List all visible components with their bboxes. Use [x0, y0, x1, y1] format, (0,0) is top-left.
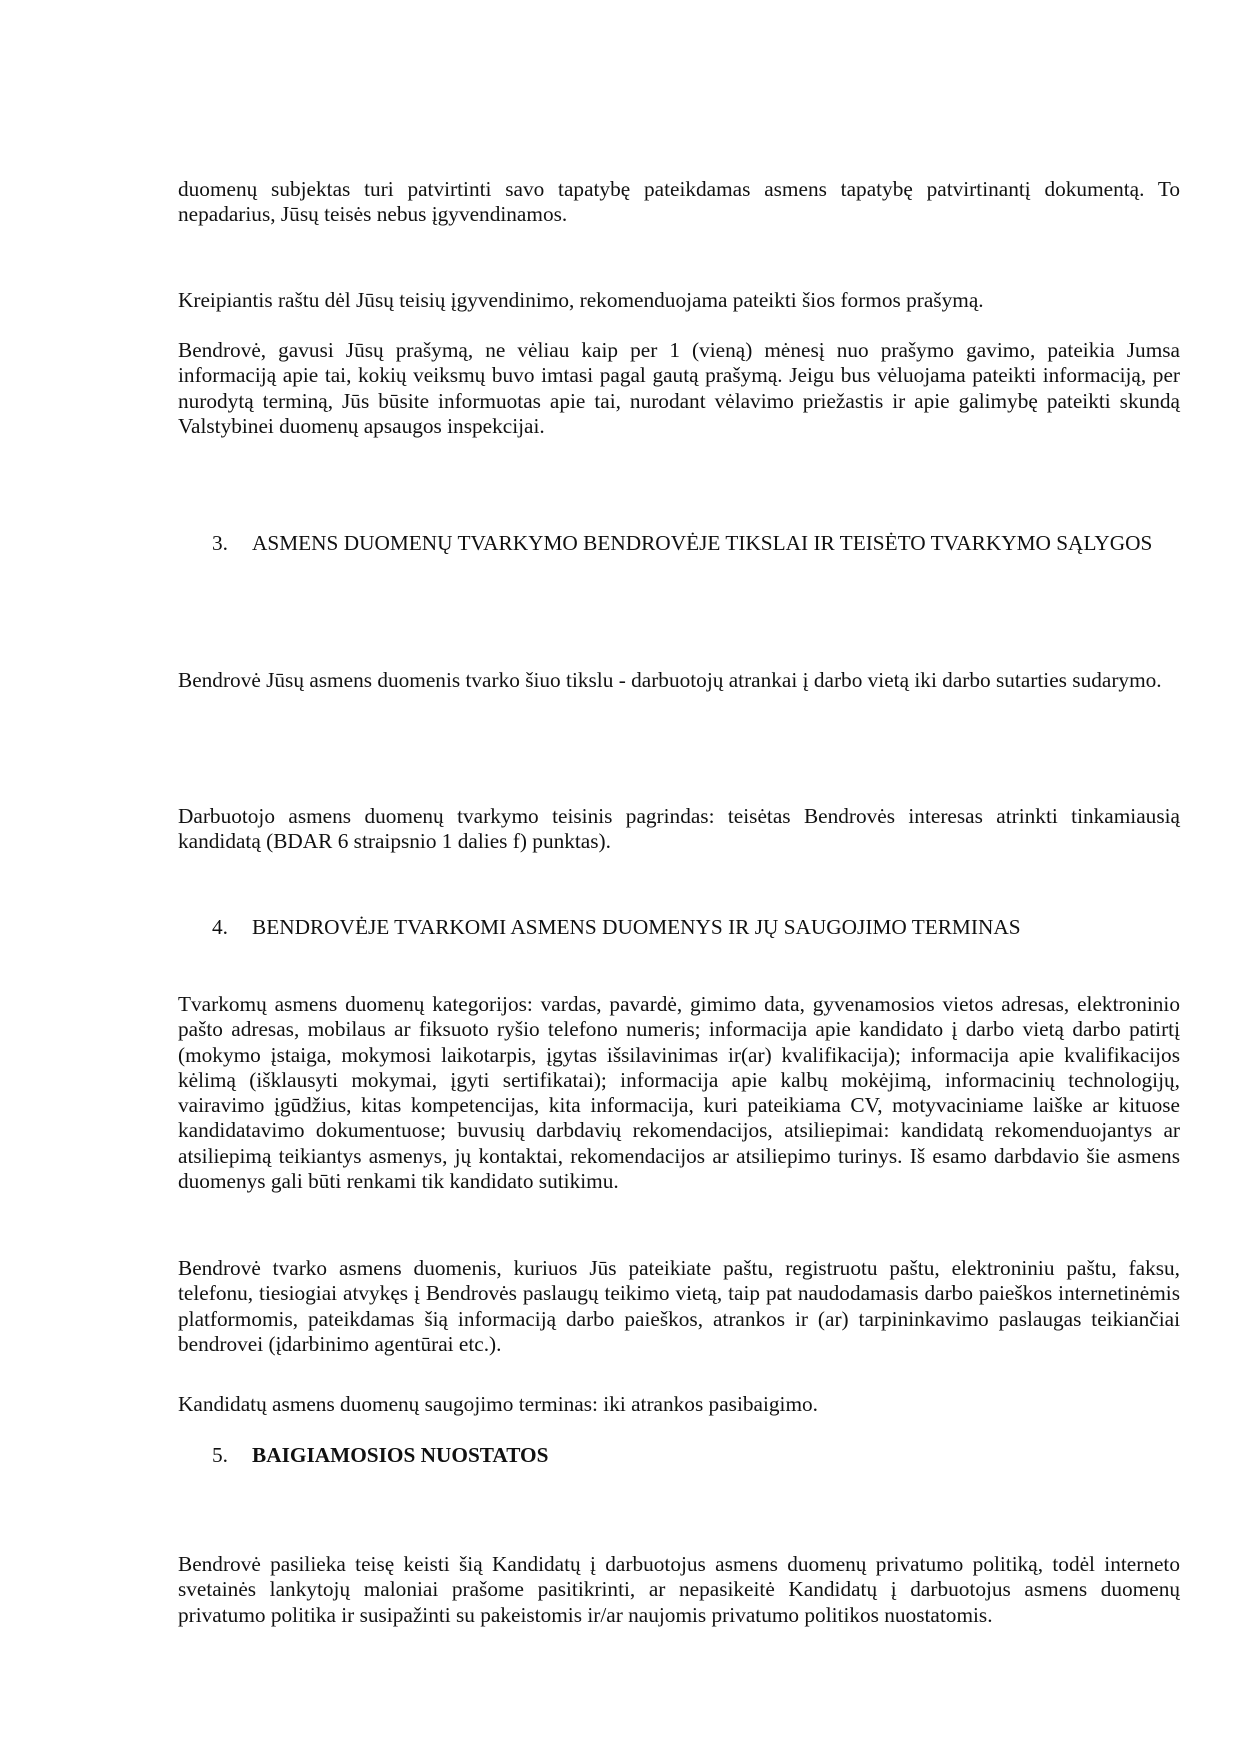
paragraph-data-categories: Tvarkomų asmens duomenų kategorijos: vardas, pavardė, gimimo data, gyvenamosios vietos adresas, elektroninio pašto adresas, mobilaus ar fiksuoto ryšio telefono numeris; informacija apie kandidato į darbo vietą darbo patirtį (mokymo įstaiga, mokymosi laikotarpis, įgytas išsilavinimas ir(ar) kvalifikacija); informacija apie kvalifikacijos kėlimą (išklausyti mokymai, įgyti sertifikatai); informacija apie kalbų mokėjimą, informacinių technologijų, vairavimo įgūdžius, kitas kompetencijas, kita informacija, kuri pateikiama CV, motyvaciniame laiške ar kituose kandidatavimo dokumentuose; buvusių darbdavių rekomendacijos, atsiliepimai: kandidatą rekomenduojantys ar atsiliepimą teikiantys asmenys, jų kontaktai, rekomendacijos ar atsiliepimo turinys. Iš esamo darbdavio šie asmens duomenys gali būti renkami tik kandidato sutikimu.: [178, 992, 1180, 1194]
paragraph-identity-verification: duomenų subjektas turi patvirtinti savo tapatybę pateikdamas asmens tapatybę patvirtinantį dokumentą. To nepadarius, Jūsų teisės nebus įgyvendinamos.: [178, 177, 1180, 227]
section-heading-5: [212, 1443, 1180, 1468]
paragraph-policy-changes: Bendrovė pasilieka teisę keisti šią Kandidatų į darbuotojus asmens duomenų privatumo politiką, todėl interneto svetainės lankytojų maloniai prašome pasitikrinti, ar nepasikeitė Kandidatų į darbuotojus asmens duomenų privatumo politika ir susipažinti su pakeistomis ir/ar naujomis privatumo politikos nuostatomis.: [178, 1552, 1180, 1627]
section-heading-3: [212, 531, 1180, 556]
section-title: ASMENS DUOMENŲ TVARKYMO BENDROVĖJE TIKSLAI IR TEISĖTO TVARKYMO SĄLYGOS: [252, 531, 1153, 555]
section-number: 5.: [212, 1443, 228, 1467]
paragraph-processing-purpose: Bendrovė Jūsų asmens duomenis tvarko šiuo tikslu - darbuotojų atrankai į darbo vietą iki darbo sutarties sudarymo.: [178, 668, 1162, 692]
paragraph-data-sources: Bendrovė tvarko asmens duomenis, kuriuos Jūs pateikiate paštu, registruotu paštu, elektroniniu paštu, faksu, telefonu, tiesiogiai atvykęs į Bendrovės paslaugų teikimo vietą, taip pat naudodamasis darbo paieškos internetinėmis platformomis, pateikdamas šią informaciją darbo paieškos, atrankos ir (ar) tarpininkavimo paslaugas teikiančiai bendrovei (įdarbinimo agentūrai etc.).: [178, 1256, 1180, 1356]
paragraph-written-request: Kreipiantis raštu dėl Jūsų teisių įgyvendinimo, rekomenduojama pateikti šios formos prašymą.: [178, 288, 984, 312]
section-number: 4.: [212, 915, 228, 939]
section-title: BENDROVĖJE TVARKOMI ASMENS DUOMENYS IR JŲ SAUGOJIMO TERMINAS: [252, 915, 1021, 939]
section-title: BAIGIAMOSIOS NUOSTATOS: [252, 1443, 549, 1467]
section-heading-4: [212, 915, 1180, 940]
paragraph-retention-term: Kandidatų asmens duomenų saugojimo terminas: iki atrankos pasibaigimo.: [178, 1392, 818, 1416]
section-number: 3.: [212, 531, 228, 555]
paragraph-legal-basis: Darbuotojo asmens duomenų tvarkymo teisinis pagrindas: teisėtas Bendrovės interesas atrinkti tinkamiausią kandidatą (BDAR 6 straipsnio 1 dalies f) punktas).: [178, 804, 1180, 854]
paragraph-response-term: Bendrovė, gavusi Jūsų prašymą, ne vėliau kaip per 1 (vieną) mėnesį nuo prašymo gavimo, pateikia Jumsa informaciją apie tai, kokių veiksmų buvo imtasi pagal gautą prašymą. Jeigu bus vėluojama pateikti informaciją, per nurodytą terminą, Jūs būsite informuotas apie tai, nurodant vėlavimo priežastis ir apie galimybę pateikti skundą Valstybinei duomenų apsaugos inspekcijai.: [178, 338, 1180, 438]
